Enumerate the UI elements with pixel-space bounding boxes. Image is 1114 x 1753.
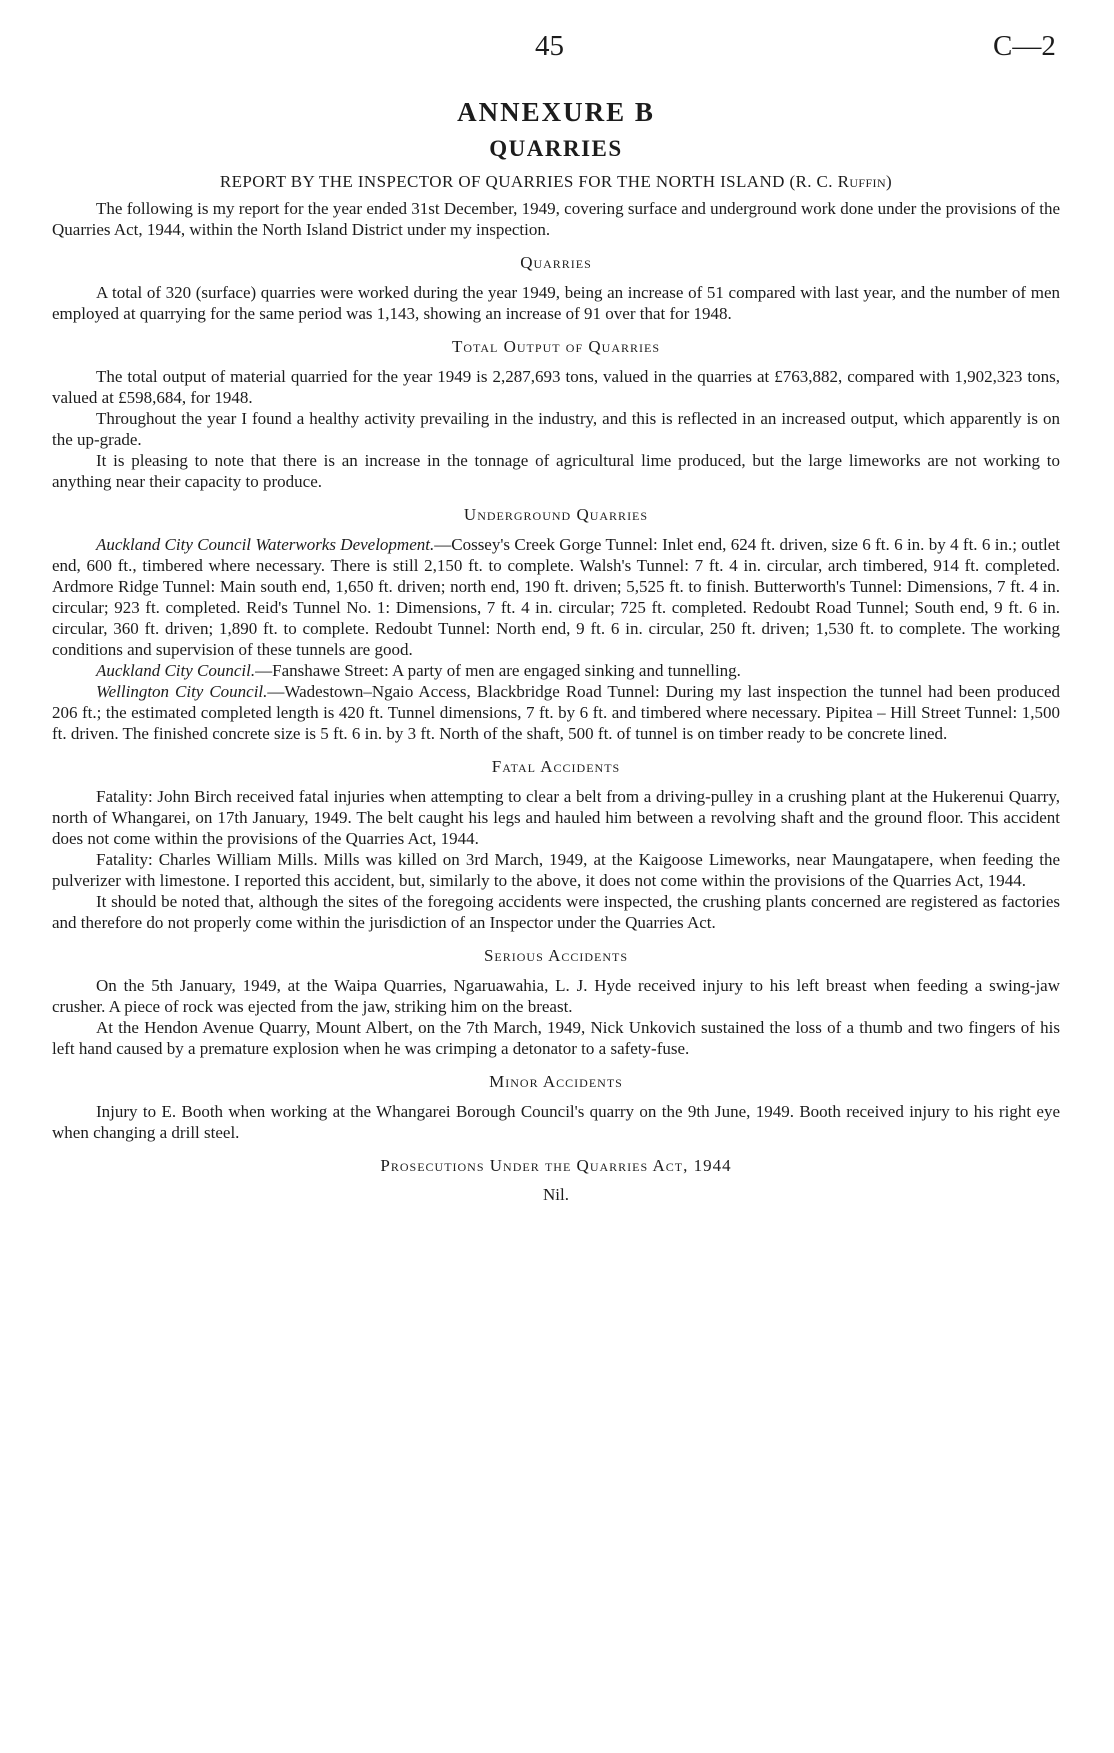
fatal-paragraph-2: Fatality: Charles William Mills. Mills was killed on 3rd March, 1949, at the Kaigoose Limeworks, near Maungatapere, when feeding the pulverizer with limestone. I reported this accident, but, similarly to the above, it does not come within the provisions of the Quarries Act, 1944.: [52, 850, 1060, 891]
quarries-paragraph: A total of 320 (surface) quarries were worked during the year 1949, being an increase of 51 compared with last year, and the number of men employed at quarrying for the same period was 1,143, showing an increase of 91 over that for 1948.: [52, 283, 1060, 324]
underground-lead-1: Auckland City Council Waterworks Development.: [96, 535, 435, 555]
page-number: 45: [535, 30, 564, 62]
report-heading: [52, 172, 1060, 192]
section-heading-minor-accidents: Minor Accidents: [489, 1072, 623, 1092]
output-paragraph-3: It is pleasing to note that there is an increase in the tonnage of agricultural lime produced, but the large limeworks are not working to anything near their capacity to produce.: [52, 451, 1060, 492]
underground-text-2: —Fanshawe Street: A party of men are engaged sinking and tunnelling.: [255, 661, 741, 681]
serious-paragraph-2: At the Hendon Avenue Quarry, Mount Albert, on the 7th March, 1949, Nick Unkovich sustained the loss of a thumb and two fingers of his left hand caused by a premature explosion when he was crimping a detonator to a safety-fuse.: [52, 1018, 1060, 1059]
underground-lead-2: Auckland City Council.: [96, 661, 256, 681]
underground-paragraph-1: [52, 534, 1060, 660]
fatal-paragraph-3: It should be noted that, although the sites of the foregoing accidents were inspected, the crushing plants concerned are registered as factories and therefore do not properly come within the jurisdiction of an Inspector under the Quarries Act.: [52, 892, 1060, 933]
report-heading-text: REPORT BY THE INSPECTOR OF QUARRIES FOR THE NORTH ISLAND (R. C.: [219, 172, 833, 192]
annexure-heading: ANNEXURE B: [457, 97, 655, 127]
document-title: QUARRIES: [489, 136, 623, 162]
section-heading-serious-accidents: Serious Accidents: [483, 946, 629, 966]
output-paragraph-1: The total output of material quarried for the year 1949 is 2,287,693 tons, valued in the quarries at £763,882, compared with 1,902,323 tons, valued at £598,684, for 1948.: [52, 367, 1060, 408]
section-heading-prosecutions: Prosecutions Under the Quarries Act, 1944: [380, 1156, 732, 1176]
underground-paragraph-2: [52, 660, 1060, 681]
underground-text-1: —Cossey's Creek Gorge Tunnel: Inlet end, 624 ft. driven, size 6 ft. 6 in. by 4 ft. 6 in.; outlet end, 600 ft., timbered where necessary. There is still 2,150 ft. to complete. Walsh's Tunnel: 7 ft. 4 in. circular, arch timbered, 914 ft. completed. Ardmore Ridge Tunnel: Main south end, 1,650 ft. driven; north end, 190 ft. driven; 5,525 ft. to finish. Butterworth's Tunnel: Dimensions, 7 ft. 4 in. circular; 923 ft. completed. Reid's Tunnel No. 1: Dimensions, 7 ft. 4 in. circular; 725 ft. completed. Redoubt Road Tunnel; South end, 9 ft. 6 in. circular, 360 ft. driven; 1,890 ft. to complete. Redoubt Tunnel: North end, 9 ft. 6 in. circular, 250 ft. driven; 1,530 ft. to complete. The working conditions and supervision of these tunnels are good.: [52, 535, 1060, 660]
document-reference: C—2: [993, 30, 1056, 62]
underground-lead-3: Wellington City Council.: [96, 682, 268, 702]
section-heading-underground: Underground Quarries: [463, 505, 649, 525]
document-body: [52, 96, 1060, 1205]
section-heading-total-output: Total Output of Quarries: [451, 337, 661, 357]
minor-paragraph-1: Injury to E. Booth when working at the Whangarei Borough Council's quarry on the 9th June, 1949. Booth received injury to his right eye when changing a drill steel.: [52, 1102, 1060, 1143]
output-paragraph-2: Throughout the year I found a healthy activity prevailing in the industry, and this is reflected in an increased output, which apparently is on the up-grade.: [52, 409, 1060, 450]
section-heading-fatal-accidents: Fatal Accidents: [491, 757, 621, 777]
serious-paragraph-1: On the 5th January, 1949, at the Waipa Quarries, Ngaruawahia, L. J. Hyde received injury to his left breast when feeding a swing-jaw crusher. A piece of rock was ejected from the jaw, striking him on the breast.: [52, 976, 1060, 1017]
intro-paragraph: The following is my report for the year ended 31st December, 1949, covering surface and underground work done under the provisions of the Quarries Act, 1944, within the North Island District under my inspection.: [52, 199, 1060, 240]
inspector-name: Ruffin: [837, 172, 887, 192]
report-heading-close: ): [886, 172, 893, 192]
fatal-paragraph-1: Fatality: John Birch received fatal injuries when attempting to clear a belt from a driving-pulley in a crushing plant at the Hukerenui Quarry, north of Whangarei, on 17th January, 1949. The belt caught his legs and hauled him between a revolving shaft and the ground floor. This accident does not come within the provisions of the Quarries Act, 1944.: [52, 787, 1060, 849]
underground-text-3: —Wadestown–Ngaio Access, Blackbridge Road Tunnel: During my last inspection the tunnel had been produced 206 ft.; the estimated completed length is 420 ft. Tunnel dimensions, 7 ft. by 6 ft. and timbered where necessary. Pipitea – Hill Street Tunnel: 1,500 ft. driven. The finished concrete size is 5 ft. 6 in. by 3 ft. North of the shaft, 500 ft. of tunnel is on timber ready to be concrete lined.: [52, 682, 1060, 744]
underground-paragraph-3: [52, 681, 1060, 744]
prosecutions-result: Nil.: [543, 1185, 569, 1205]
section-heading-quarries: Quarries: [520, 253, 592, 273]
